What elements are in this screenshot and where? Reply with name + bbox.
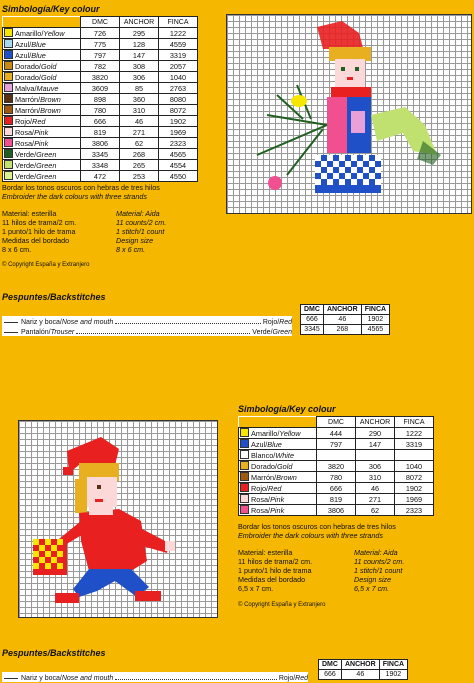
dmc-value: 666 <box>319 670 342 680</box>
color-key-label <box>239 450 317 461</box>
top-backstitch-table <box>300 304 390 335</box>
col-anchor: ANCHOR <box>120 17 159 28</box>
color-key-label <box>3 83 81 94</box>
color-key-row <box>3 127 198 138</box>
color-key-label <box>239 428 317 439</box>
anchor-value: 271 <box>356 494 395 505</box>
color-name-en: Blue <box>31 51 46 60</box>
color-name-es: Verde/ <box>15 161 37 170</box>
color-swatch-icon <box>4 28 13 37</box>
top-material-es <box>2 209 112 254</box>
finca-value: 8072 <box>159 105 198 116</box>
color-swatch-icon <box>4 149 13 158</box>
color-swatch-icon <box>4 72 13 81</box>
anchor-value: 295 <box>120 28 159 39</box>
top-color-key-table <box>2 16 198 182</box>
backstitch-color-en: Green <box>272 329 292 336</box>
bs-col-dmc: DMC <box>301 305 324 315</box>
backstitch-part-en: Nose and mouth <box>61 675 114 682</box>
backstitch-color-es: Rojo/ <box>262 319 280 326</box>
color-key-label <box>3 116 81 127</box>
stitch-es: 1 punto/1 hilo de trama <box>238 566 312 575</box>
finca-value: 8072 <box>395 472 434 483</box>
color-swatch-icon <box>240 483 249 492</box>
top-key-title: Simbología/Key colour <box>2 4 100 14</box>
color-swatch-icon <box>4 138 13 147</box>
finca-value: 2057 <box>159 61 198 72</box>
color-key-label <box>239 439 317 450</box>
box-pattern <box>33 539 63 569</box>
dmc-value: 775 <box>81 39 120 50</box>
color-key-label <box>3 171 81 182</box>
bs-col-dmc: DMC <box>319 660 342 670</box>
color-key-row <box>3 149 198 160</box>
bottom-backstitch-table <box>318 659 408 680</box>
dot-leader <box>115 323 261 324</box>
anchor-value: 46 <box>120 116 159 127</box>
color-name-es: Amarillo/ <box>15 29 44 38</box>
color-name-en: Brown <box>276 473 297 482</box>
color-name-es: Azul/ <box>15 40 32 49</box>
dmc-value: 3806 <box>81 138 120 149</box>
color-key-label <box>3 61 81 72</box>
stitch-en: 1 stitch/1 count <box>116 227 165 236</box>
dmc-value: 780 <box>317 472 356 483</box>
threads-en: 11 counts/2 cm. <box>116 218 167 227</box>
color-name-en: Pink <box>270 495 285 504</box>
anchor-value: 268 <box>120 149 159 160</box>
dmc-value: 898 <box>81 94 120 105</box>
color-name-es: Rojo/ <box>251 484 269 493</box>
finca-value: 4554 <box>159 160 198 171</box>
dmc-value: 797 <box>81 50 120 61</box>
color-key-row <box>3 138 198 149</box>
backstitch-color-en: Red <box>279 319 292 326</box>
finca-value: 1902 <box>159 116 198 127</box>
color-key-label <box>239 472 317 483</box>
color-key-label <box>3 39 81 50</box>
anchor-value: 85 <box>120 83 159 94</box>
finca-value <box>395 450 434 461</box>
finca-value: 1222 <box>395 428 434 439</box>
size-en-value: 6,5 x 7 cm. <box>354 584 390 593</box>
color-name-en: Brown <box>40 106 61 115</box>
note-es: Bordar los tonos oscuros con hebras de tres hilos <box>238 522 396 531</box>
backstitch-sample-icon <box>4 322 18 323</box>
dmc-value: 819 <box>81 127 120 138</box>
col-finca: FINCA <box>159 17 198 28</box>
col-finca: FINCA <box>395 417 434 428</box>
anchor-value: 253 <box>120 171 159 182</box>
color-name-es: Marrón/ <box>15 106 41 115</box>
color-swatch-icon <box>4 127 13 136</box>
color-key-row <box>3 116 198 127</box>
color-key-label <box>239 483 317 494</box>
color-name-es: Verde/ <box>15 172 37 181</box>
color-swatch-icon <box>4 61 13 70</box>
color-key-label <box>3 50 81 61</box>
color-name-en: Blue <box>267 440 282 449</box>
child-motif <box>19 421 217 617</box>
color-swatch-icon <box>4 116 13 125</box>
finca-value: 1969 <box>395 494 434 505</box>
color-key-row <box>239 472 434 483</box>
backstitch-line <box>2 326 292 336</box>
color-name-en: Gold <box>40 62 57 71</box>
color-swatch-icon <box>4 160 13 169</box>
dmc-value: 666 <box>81 116 120 127</box>
finca-value: 1902 <box>395 483 434 494</box>
dmc-value: 3345 <box>81 149 120 160</box>
color-swatch-icon <box>4 171 13 180</box>
col-anchor: ANCHOR <box>356 417 395 428</box>
size-en-value: 8 x 6 cm. <box>116 245 146 254</box>
size-en: Design size <box>354 575 392 584</box>
dmc-value: 3820 <box>81 72 120 83</box>
color-name-es: Dorado/ <box>15 62 41 71</box>
anchor-value: 271 <box>120 127 159 138</box>
material-es: Material: esterilla <box>238 548 293 557</box>
color-name-en: Mauve <box>36 84 59 93</box>
dmc-value: 819 <box>317 494 356 505</box>
finca-value: 2763 <box>159 83 198 94</box>
color-name-es: Verde/ <box>15 150 37 159</box>
color-name-en: Pink <box>270 506 285 515</box>
color-name-es: Marrón/ <box>251 473 277 482</box>
dmc-value: 666 <box>317 483 356 494</box>
anchor-value: 268 <box>323 325 361 335</box>
color-key-label <box>3 105 81 116</box>
color-key-row <box>239 428 434 439</box>
color-name-es: Rojo/ <box>15 117 33 126</box>
color-name-en: Red <box>268 484 282 493</box>
bottom-color-key-table <box>238 416 434 516</box>
dmc-value: 3806 <box>317 505 356 516</box>
color-swatch-icon <box>240 472 249 481</box>
finca-value: 4559 <box>159 39 198 50</box>
color-swatch-icon <box>240 428 249 437</box>
color-key-row <box>3 171 198 182</box>
backstitch-part-en: Trouser <box>50 329 75 336</box>
color-name-es: Rosa/ <box>15 139 35 148</box>
bottom-cross-stitch-chart <box>18 420 218 618</box>
backstitch-color-en: Red <box>295 675 308 682</box>
finca-value: 1902 <box>379 670 407 680</box>
color-key-label <box>239 461 317 472</box>
color-key-row <box>239 494 434 505</box>
backstitch-row <box>319 670 408 680</box>
dmc-value <box>317 450 356 461</box>
anchor-value: 265 <box>120 160 159 171</box>
stitch-es: 1 punto/1 hilo de trama <box>2 227 76 236</box>
color-key-label <box>239 505 317 516</box>
finca-value: 8080 <box>159 94 198 105</box>
note-en: Embroider the dark colours with three strands <box>238 531 384 540</box>
finca-value: 3319 <box>395 439 434 450</box>
dot-leader <box>115 679 277 680</box>
bs-col-finca: FINCA <box>361 305 389 315</box>
dmc-value: 797 <box>317 439 356 450</box>
dmc-value: 780 <box>81 105 120 116</box>
bs-col-anchor: ANCHOR <box>323 305 361 315</box>
color-name-es: Rosa/ <box>251 506 271 515</box>
color-key-row <box>239 439 434 450</box>
color-name-es: Marrón/ <box>15 95 41 104</box>
dot-leader <box>76 333 250 334</box>
color-key-row <box>3 105 198 116</box>
color-swatch-icon <box>4 105 13 114</box>
color-swatch-icon <box>240 439 249 448</box>
color-key-row <box>3 61 198 72</box>
threads-es: 11 hilos de trama/2 cm. <box>2 218 77 227</box>
color-name-en: Green <box>36 172 57 181</box>
color-swatch-icon <box>4 83 13 92</box>
color-name-en: Pink <box>34 139 49 148</box>
finca-value: 2323 <box>159 138 198 149</box>
color-swatch-icon <box>240 505 249 514</box>
gnome-motif <box>227 15 471 213</box>
finca-value: 1969 <box>159 127 198 138</box>
anchor-value: 306 <box>356 461 395 472</box>
backstitch-line <box>2 316 292 326</box>
anchor-value: 310 <box>120 105 159 116</box>
dmc-value: 782 <box>81 61 120 72</box>
anchor-value: 46 <box>341 670 379 680</box>
anchor-value: 147 <box>356 439 395 450</box>
anchor-value: 46 <box>356 483 395 494</box>
dmc-value: 444 <box>317 428 356 439</box>
header-spacer <box>239 417 317 428</box>
color-key-label <box>3 72 81 83</box>
backstitch-row <box>301 325 390 335</box>
bs-col-anchor: ANCHOR <box>341 660 379 670</box>
top-notes <box>2 183 222 201</box>
finca-value: 3319 <box>159 50 198 61</box>
color-name-en: Blue <box>31 40 46 49</box>
anchor-value: 128 <box>120 39 159 50</box>
color-name-en: Red <box>32 117 46 126</box>
color-key-row <box>239 450 434 461</box>
backstitch-row <box>301 315 390 325</box>
top-cross-stitch-chart <box>226 14 472 214</box>
material-es: Material: esterilla <box>2 209 57 218</box>
anchor-value <box>356 450 395 461</box>
header-spacer <box>3 17 81 28</box>
color-key-label <box>3 138 81 149</box>
color-name-en: Yellow <box>279 429 301 438</box>
color-key-row <box>3 94 198 105</box>
color-name-es: Rosa/ <box>251 495 271 504</box>
color-key-row <box>3 160 198 171</box>
size-es-value: 6,5 x 7 cm. <box>238 584 274 593</box>
dmc-value: 472 <box>81 171 120 182</box>
bottom-backstitch-lines <box>2 672 308 682</box>
threads-es: 11 hilos de trama/2 cm. <box>238 557 313 566</box>
color-key-label <box>3 94 81 105</box>
color-name-es: Azul/ <box>251 440 268 449</box>
bottom-key-title: Simbología/Key colour <box>238 404 336 414</box>
backstitch-color-es: Rojo/ <box>278 675 296 682</box>
dmc-value: 726 <box>81 28 120 39</box>
color-swatch-icon <box>4 39 13 48</box>
color-name-es: Blanco/ <box>251 451 276 460</box>
finca-value: 1040 <box>159 72 198 83</box>
col-dmc: DMC <box>81 17 120 28</box>
bottom-material-en <box>354 548 468 593</box>
color-swatch-icon <box>240 450 249 459</box>
color-key-row <box>239 461 434 472</box>
color-key-label <box>3 127 81 138</box>
anchor-value: 360 <box>120 94 159 105</box>
size-es: Medidas del bordado <box>2 236 70 245</box>
top-material-en <box>116 209 226 254</box>
bs-col-finca: FINCA <box>379 660 407 670</box>
color-name-es: Malva/ <box>15 84 37 93</box>
color-name-es: Dorado/ <box>251 462 277 471</box>
color-key-label <box>3 160 81 171</box>
dmc-value: 3345 <box>301 325 324 335</box>
bottom-material-es <box>238 548 352 593</box>
color-name-en: Pink <box>34 128 49 137</box>
finca-value: 4565 <box>361 325 389 335</box>
color-swatch-icon <box>4 50 13 59</box>
backstitch-part-es: Nariz y boca/ <box>21 319 62 326</box>
color-name-es: Rosa/ <box>15 128 35 137</box>
size-en: Design size <box>116 236 154 245</box>
finca-value: 1040 <box>395 461 434 472</box>
color-swatch-icon <box>240 461 249 470</box>
backstitch-sample-icon <box>4 678 18 679</box>
threads-en: 11 counts/2 cm. <box>354 557 405 566</box>
top-backstitch-lines <box>2 316 292 336</box>
top-copyright: © Copyright España y Extranjero <box>2 262 90 268</box>
anchor-value: 147 <box>120 50 159 61</box>
color-key-row <box>3 28 198 39</box>
color-key-row <box>3 83 198 94</box>
color-name-en: Yellow <box>43 29 65 38</box>
note-en: Embroider the dark colours with three strands <box>2 192 148 201</box>
color-name-en: White <box>275 451 294 460</box>
color-key-row <box>3 50 198 61</box>
dmc-value: 3348 <box>81 160 120 171</box>
backstitch-sample-icon <box>4 332 18 333</box>
dmc-value: 666 <box>301 315 324 325</box>
backstitch-color-es: Verde/ <box>252 329 273 336</box>
bottom-copyright: © Copyright España y Extranjero <box>238 602 326 608</box>
backstitch-part-es: Nariz y boca/ <box>21 675 62 682</box>
color-swatch-icon <box>4 94 13 103</box>
finca-value: 1222 <box>159 28 198 39</box>
color-key-row <box>239 483 434 494</box>
color-name-en: Brown <box>40 95 61 104</box>
color-key-label <box>3 149 81 160</box>
material-en: Material: Aida <box>116 209 160 218</box>
color-key-row <box>3 72 198 83</box>
note-es: Bordar los tonos oscuros con hebras de tres hilos <box>2 183 160 192</box>
size-es: Medidas del bordado <box>238 575 306 584</box>
anchor-value: 46 <box>323 315 361 325</box>
finca-value: 1902 <box>361 315 389 325</box>
backstitch-part-en: Nose and mouth <box>61 319 114 326</box>
anchor-value: 308 <box>120 61 159 72</box>
color-name-en: Green <box>36 161 57 170</box>
color-name-es: Azul/ <box>15 51 32 60</box>
bottom-backstitch-title: Pespuntes/Backstitches <box>2 648 106 658</box>
color-name-es: Amarillo/ <box>251 429 280 438</box>
color-key-label <box>239 494 317 505</box>
color-name-en: Green <box>36 150 57 159</box>
color-name-en: Gold <box>276 462 293 471</box>
color-name-en: Gold <box>40 73 57 82</box>
dmc-value: 3820 <box>317 461 356 472</box>
size-es-value: 8 x 6 cm. <box>2 245 32 254</box>
anchor-value: 62 <box>356 505 395 516</box>
bottom-notes <box>238 522 470 540</box>
color-swatch-icon <box>240 494 249 503</box>
dmc-value: 3609 <box>81 83 120 94</box>
finca-value: 4550 <box>159 171 198 182</box>
col-dmc: DMC <box>317 417 356 428</box>
color-key-row <box>3 39 198 50</box>
backstitch-line <box>2 672 308 682</box>
finca-value: 4565 <box>159 149 198 160</box>
backstitch-part-es: Pantalón/ <box>21 329 51 336</box>
color-key-label <box>3 28 81 39</box>
anchor-value: 310 <box>356 472 395 483</box>
color-name-es: Dorado/ <box>15 73 41 82</box>
anchor-value: 62 <box>120 138 159 149</box>
finca-value: 2323 <box>395 505 434 516</box>
anchor-value: 290 <box>356 428 395 439</box>
material-en: Material: Aida <box>354 548 398 557</box>
top-backstitch-title: Pespuntes/Backstitches <box>2 292 106 302</box>
color-key-row <box>239 505 434 516</box>
anchor-value: 306 <box>120 72 159 83</box>
stitch-en: 1 stitch/1 count <box>354 566 403 575</box>
